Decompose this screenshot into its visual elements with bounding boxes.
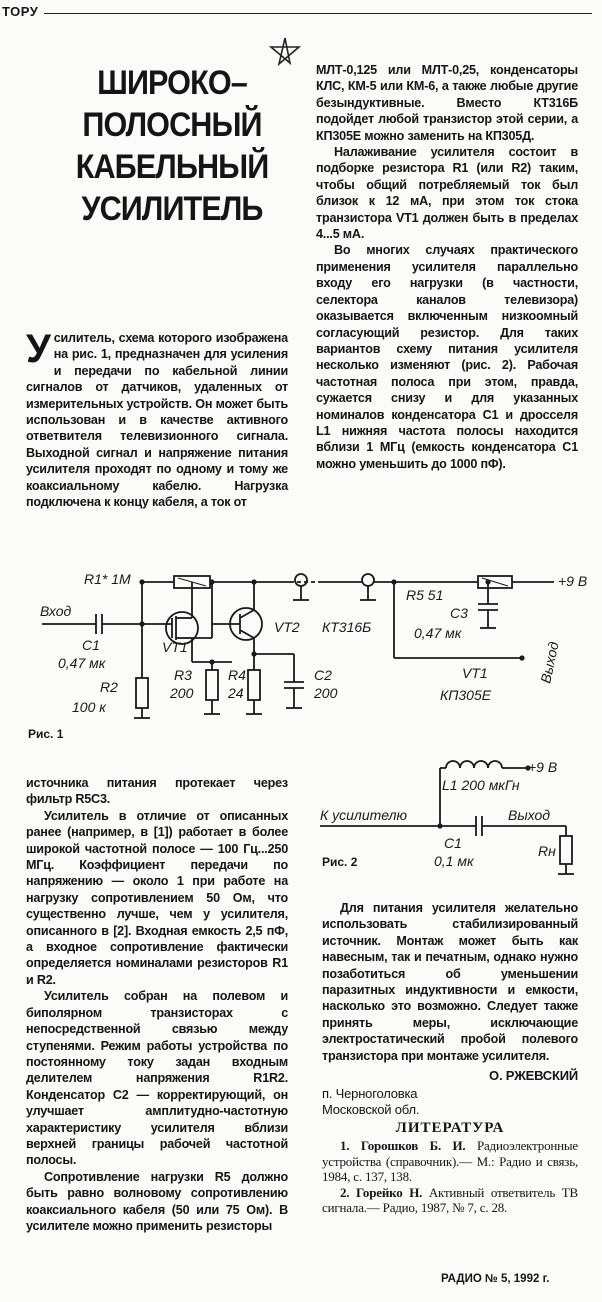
figure-1-caption: Рис. 1 <box>28 727 64 741</box>
title-line-4: УСИЛИТЕЛЬ <box>81 190 263 228</box>
reference-1-text: Радиоэлектронные устройства (справочник).— М.: Радио и связь, 1984, с. 137, 138. <box>322 1138 578 1185</box>
reference-2-author: 2. Горейко Н. <box>340 1184 423 1200</box>
reference-1 <box>322 1138 578 1185</box>
label-r5: R5 51 <box>406 587 444 603</box>
label-r2-value: 100 к <box>72 699 106 715</box>
title-line-2: ПОЛОСНЫЙ <box>82 106 262 144</box>
fig2-label-out: Выход <box>508 807 551 823</box>
figure-2-caption: Рис. 2 <box>322 855 358 869</box>
label-c1-value: 0,47 мк <box>58 655 106 671</box>
reference-2 <box>322 1185 578 1216</box>
article-title <box>64 62 280 230</box>
reference-1-author: 1. Горошков Б. И. <box>340 1138 466 1154</box>
title-line-1: ШИРОКО– <box>97 64 247 102</box>
rubric-label: ТОРУ <box>2 4 39 19</box>
fig2-label-c1: C1 <box>444 835 462 851</box>
drop-cap: У <box>26 327 51 371</box>
fig2-label-rn: Rн <box>538 843 556 859</box>
label-kp305: КП305Е <box>440 687 492 703</box>
author-name: О. РЖЕВСКИЙ <box>489 1068 578 1084</box>
literature-block <box>322 1118 578 1216</box>
label-kt316: КТ316Б <box>322 619 372 635</box>
label-c2-value: 200 <box>314 685 338 701</box>
label-vt2: VT2 <box>274 619 300 635</box>
label-c1: C1 <box>82 637 100 653</box>
fig2-label-to-amp: К усилителю <box>320 807 408 823</box>
author-place-2: Московской обл. <box>322 1102 420 1118</box>
paragraph-filter: источника питания протекает через фильтр R5C3. <box>26 776 288 807</box>
label-vt1: VT1 <box>162 639 188 655</box>
reference-2-text: Активный ответвитель ТВ сигнала.— Радио, 1987, № 7, с. 28. <box>322 1184 578 1216</box>
paragraph-power: Для питания усилителя желательно использовать стабилизированный источник. Монтаж может быть как навесным, так и печатным, однако нужно позаботиться об уменьшении паразитных индуктивности и емкости, насколько это возможно. Следует также принять меры, исключающие электростатический пробой полевого транзистора при монтаже усилителя. <box>322 901 578 1063</box>
paragraph-load: Сопротивление нагрузки R5 должно быть равно волновому сопротивлению коаксиального кабеля (50 или 75 Ом). В усилителе можно применить резисторы <box>26 1169 288 1233</box>
author-place-1: п. Черноголовка <box>322 1086 418 1102</box>
issue-footer: РАДИО № 5, 1992 г. <box>441 1273 550 1285</box>
figure-1-schematic <box>22 566 588 736</box>
paragraph-variants: Во многих случаях практического применения усилителя параллельно входу его нагрузки (в частности, селектора каналов телевизора) оказывается включенным низкоомный согласующий резистор. Для таких вариантов схему питания усилителя несколько изменяют (рис. 2). Рабочая частотная полоса при этом, правда, сужается снизу и для указанных номиналов конденсатора С1 и дросселя L1 нижняя частота полосы находится вблизи 1 МГц (емкость конденсатора С1 можно уменьшить до 1000 пФ). <box>316 243 578 471</box>
label-r3-value: 200 <box>170 685 194 701</box>
fig2-label-l1: L1 200 мкГн <box>442 777 520 793</box>
label-c3-value: 0,47 мк <box>414 625 462 641</box>
paragraph-components: МЛТ-0,125 или МЛТ-0,25, конденсаторы КЛС, КМ-5 или КМ-6, а также любые другие безындуктивные. Вместо КТ316Б подойдет любой транзистор этой серии, а КП305Е можно заменить на КП305Д. <box>316 63 578 143</box>
column-intro <box>26 327 288 510</box>
intro-text: силитель, схема которого изображена на рис. 1, предназначен для усиления и передачи по кабельной линии сигналов от датчиков, удаленных от измерительных устройств. Он может быть использован и в качестве активного ответвителя телевизионного сигнала. Выходной сигнал и напряжение питания усилителя проходят по одному и тому же коаксиальному кабелю. Нагрузка подключена к концу кабеля, а ток от <box>26 331 288 510</box>
label-r4: R4 <box>228 667 246 683</box>
fig2-label-c1-value: 0,1 мк <box>434 853 474 869</box>
column-bottom-left <box>26 775 288 1234</box>
label-c2: C2 <box>314 667 332 683</box>
label-vt1-type: VT1 <box>462 665 488 681</box>
fig2-label-plus9: +9 В <box>528 759 558 775</box>
label-r2: R2 <box>100 679 118 695</box>
title-line-3: КАБЕЛЬНЫЙ <box>75 148 269 186</box>
column-right-top <box>316 62 578 472</box>
rubric-rule <box>44 13 592 14</box>
literature-heading: ЛИТЕРАТУРА <box>395 1120 505 1136</box>
label-c3: C3 <box>450 605 468 621</box>
column-bottom-right <box>322 900 578 1118</box>
label-plus9: +9 В <box>558 573 588 589</box>
label-r4-value: 24 <box>228 685 244 701</box>
paragraph-band: Усилитель в отличие от описанных ранее (например, в [1]) работает в более широкой частотной полосе — 100 Гц...250 МГц. Коэффициент передачи по напряжению — около 1 при работе на нагрузку сопротивлением 50 Ом, что существенно лучше, чем у усилителя, описанного в [2]. Входная емкость 2,5 пФ, а входное сопротивление фактически определяется номиналами резисторов R1 и R2. <box>26 808 288 987</box>
label-input: Вход <box>40 603 72 619</box>
label-r3: R3 <box>174 667 192 683</box>
paragraph-tuning: Налаживание усилителя состоит в подборке резистора R1 (или R2) таким, чтобы общий потребляемый ток был близок к 12 мА, при этом ток стока транзистора VT1 должен быть в пределах 4...5 мА. <box>316 145 578 242</box>
label-output: Выход <box>537 640 562 685</box>
paragraph-build: Усилитель собран на полевом и биполярном транзисторах с непосредственной связью между ступенями. Режим работы устройства по постоянному току задан входным делителем напряжения R1R2. Конденсатор С2 — корректирующий, он улучшает амплитудно-частотную характеристику усилителя вблизи верхней границы рабочей частотной полосы. <box>26 989 288 1168</box>
label-r1: R1* 1М <box>84 571 131 587</box>
